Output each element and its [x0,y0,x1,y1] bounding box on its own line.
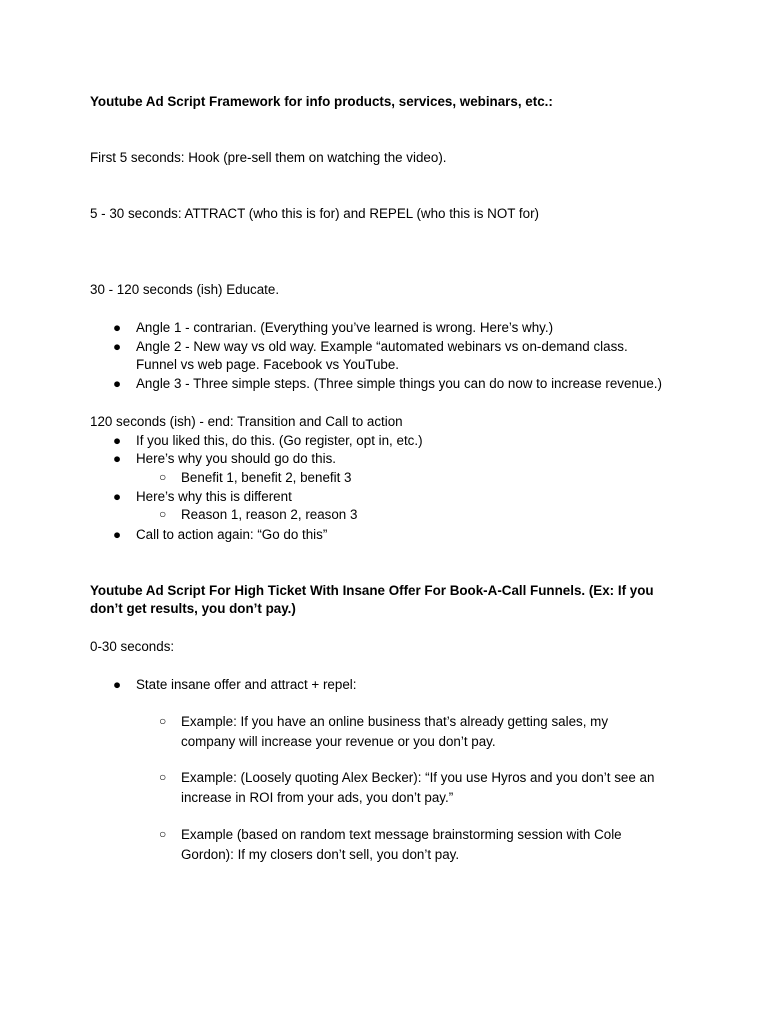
list-item: State insane offer and attract + repel: [136,677,357,692]
example-item: Example (based on random text message brainstorming session with Cole [181,827,622,842]
section2-title: Youtube Ad Script For High Ticket With Insane Offer For Book-A-Call Funnels. (Ex: If you [90,583,654,598]
sub-bullet-icon: ○ [159,714,167,728]
attract-line: 5 - 30 seconds: ATTRACT (who this is for) and REPEL (who this is NOT for) [90,206,539,221]
bullet-icon: ● [113,339,122,354]
list-item: Call to action again: “Go do this” [136,527,328,542]
sub-list-item: Benefit 1, benefit 2, benefit 3 [181,470,352,485]
hook-line: First 5 seconds: Hook (pre-sell them on watching the video). [90,150,447,165]
sub-bullet-icon: ○ [159,470,167,484]
section2-title-cont: don’t get results, you don’t pay.) [90,601,296,616]
sub-bullet-icon: ○ [159,770,167,784]
bullet-icon: ● [113,489,122,504]
timing-line: 0-30 seconds: [90,639,175,654]
sub-list-item: Reason 1, reason 2, reason 3 [181,507,358,522]
example-item-continuation: Gordon): If my closers don’t sell, you don’t pay. [181,847,460,862]
list-item: Angle 1 - contrarian. (Everything you’ve learned is wrong. Here’s why.) [136,320,554,335]
bullet-icon: ● [113,451,122,466]
list-item: Here’s why you should go do this. [136,451,336,466]
example-item: Example: (Loosely quoting Alex Becker): “If you use Hyros and you don’t see an [181,770,655,785]
example-item-continuation: company will increase your revenue or you don’t pay. [181,734,496,749]
bullet-icon: ● [113,433,122,448]
bullet-icon: ● [113,527,122,542]
example-item: Example: If you have an online business that’s already getting sales, my [181,714,609,729]
list-item: Angle 2 - New way vs old way. Example “automated webinars vs on-demand class. [136,339,628,354]
list-item: Here’s why this is different [136,489,292,504]
bullet-icon: ● [113,677,122,692]
sub-bullet-icon: ○ [159,507,167,521]
list-item: If you liked this, do this. (Go register, opt in, etc.) [136,433,423,448]
section1-title: Youtube Ad Script Framework for info products, services, webinars, etc.: [90,94,553,109]
bullet-icon: ● [113,320,122,335]
transition-line: 120 seconds (ish) - end: Transition and Call to action [90,414,403,429]
list-item: Angle 3 - Three simple steps. (Three simple things you can do now to increase revenue.) [136,376,662,391]
list-item-continuation: Funnel vs web page. Facebook vs YouTube. [136,357,400,372]
bullet-icon: ● [113,376,122,391]
educate-line: 30 - 120 seconds (ish) Educate. [90,282,280,297]
example-item-continuation: increase in ROI from your ads, you don’t pay.” [181,790,454,805]
sub-bullet-icon: ○ [159,827,167,841]
